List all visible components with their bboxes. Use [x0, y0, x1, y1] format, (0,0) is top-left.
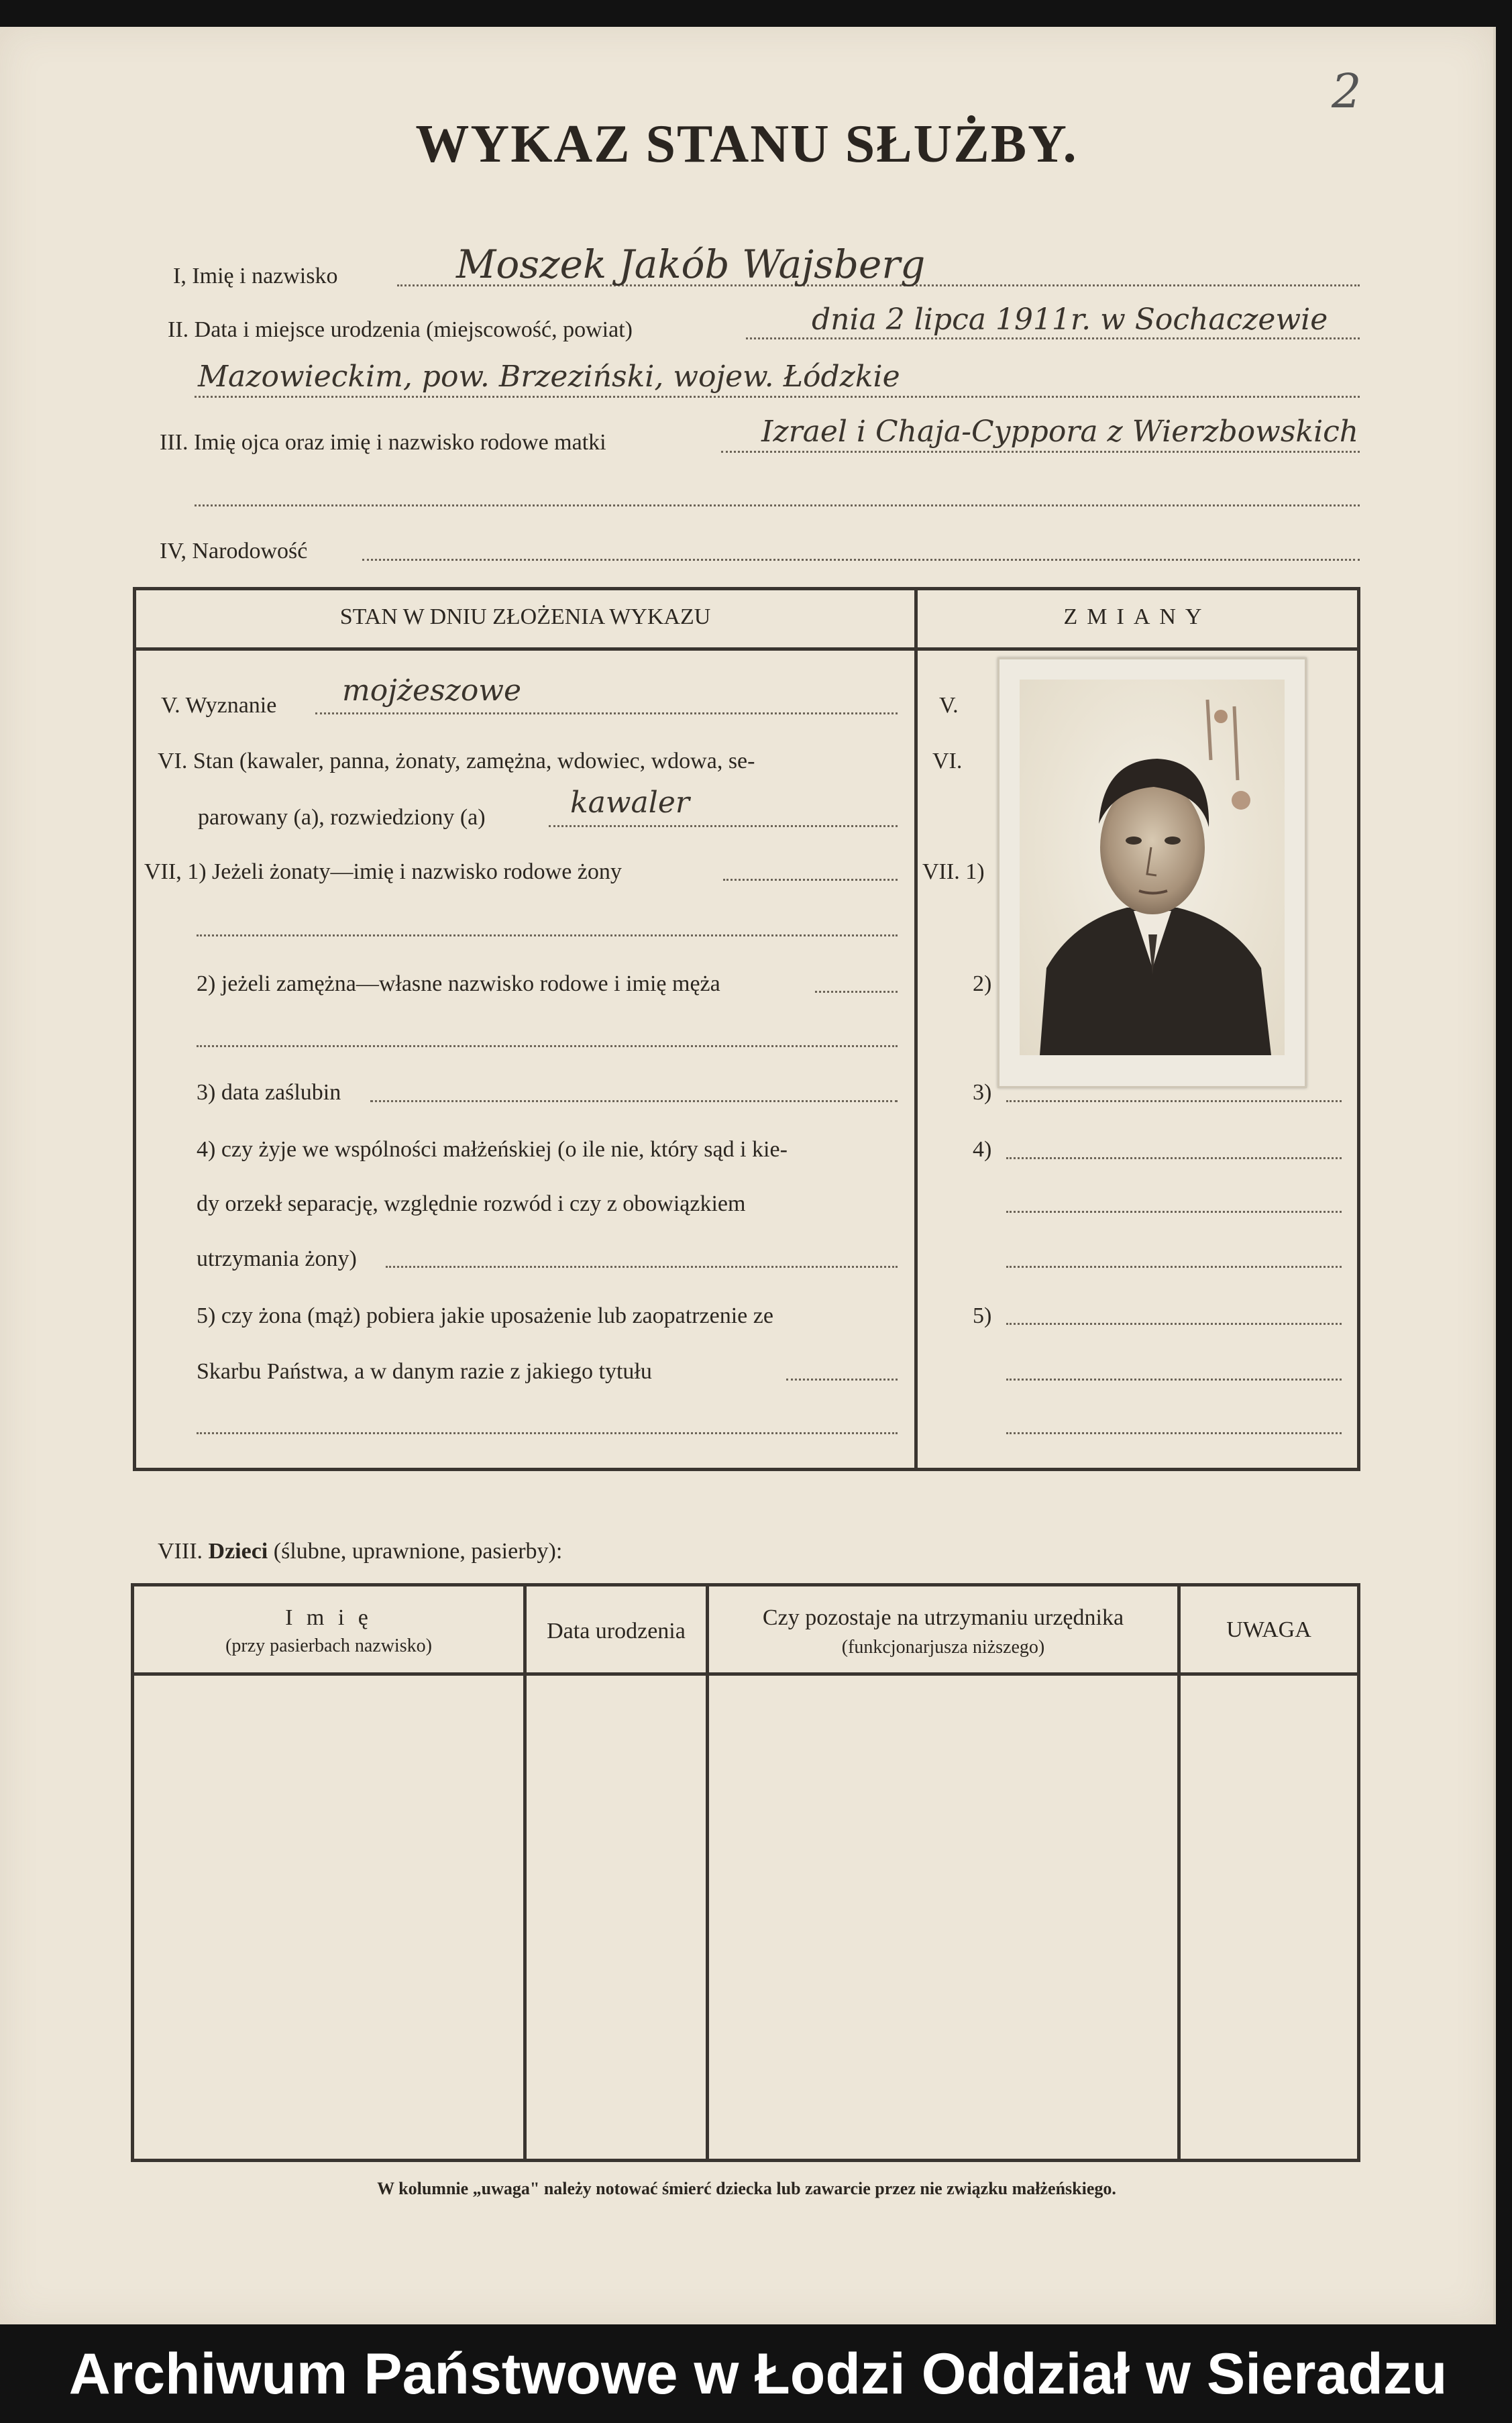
col-support-subtitle: (funkcjonarjusza niższego): [841, 1637, 1045, 1658]
cohabitation-label-1: 4) czy żyje we wspólności małżeńskiej (o ile nie, który sąd i kie-: [197, 1137, 788, 1162]
children-label-bold: Dzieci: [208, 1539, 268, 1564]
birth-line: [746, 337, 1360, 339]
right-header: ZMIANY: [1063, 604, 1211, 629]
changes-VI: VI.: [932, 749, 963, 773]
col-remarks-title: UWAGA: [1226, 1617, 1311, 1642]
portrait-image: [1020, 680, 1285, 1055]
pension-label-2: Skarbu Państwa, a w danym razie z jakiego tytułu: [197, 1359, 652, 1384]
wedding-date-label: 3) data zaślubin: [197, 1080, 341, 1105]
remarks-note: W kolumnie „uwaga" należy notować śmierć dziecka lub zawarcie przez nie związku małżeńskiego.: [377, 2179, 1116, 2198]
changes-5: 5): [973, 1303, 992, 1328]
left-header: STAN W DNIU ZŁOŻENIA WYKAZU: [339, 604, 711, 629]
changes-2: 2): [973, 971, 992, 996]
children-label: [158, 1540, 562, 1563]
children-col-divider-3: [1177, 1583, 1181, 2162]
changes-line-4a: [1006, 1157, 1342, 1159]
changes-4: 4): [973, 1137, 992, 1162]
wife-line: [723, 879, 898, 881]
birth-line2: [195, 396, 1360, 398]
archive-footer-text: Archiwum Państwowe w Łodzi Oddział w Sieradzu: [68, 2342, 1448, 2406]
wife-label: VII, 1) Jeżeli żonaty—imię i nazwisko rodowe żony: [144, 859, 622, 884]
birth-value-line2: Mazowieckim, pow. Brzeziński, wojew. Łódzkie: [198, 360, 900, 394]
parents-value: Izrael i Chaja-Cyppora z Wierzbowskich: [761, 415, 1359, 449]
changes-line-5b: [1006, 1379, 1342, 1381]
cohabitation-line: [386, 1266, 898, 1268]
wife-line2: [197, 934, 898, 936]
col-birthdate-title: Data urodzenia: [547, 1619, 686, 1644]
changes-line-4c: [1006, 1266, 1342, 1268]
birth-label: II. Data i miejsce urodzenia (miejscowość, powiat): [168, 317, 633, 342]
changes-line-5a: [1006, 1323, 1342, 1325]
pension-line: [786, 1379, 898, 1381]
husband-line: [815, 991, 898, 993]
col-name-subtitle: (przy pasierbach nazwisko): [225, 1635, 432, 1656]
portrait-photo: [997, 657, 1307, 1088]
marital-status-line: [549, 825, 898, 827]
marital-status-value: kawaler: [570, 786, 690, 820]
children-label-rest: (ślubne, uprawnione, pasierby):: [273, 1539, 563, 1564]
changes-line-4b: [1006, 1211, 1342, 1213]
parents-line: [721, 451, 1360, 453]
cohabitation-label-2: dy orzekł separację, względnie rozwód i czy z obowiązkiem: [197, 1191, 746, 1216]
portrait-figure: [1020, 680, 1285, 1055]
nationality-label: IV, Narodowość: [160, 539, 308, 563]
religion-label: V. Wyznanie: [161, 693, 277, 718]
changes-VII1: VII. 1): [922, 859, 985, 884]
birth-value-line1: dnia 2 lipca 1911r. w Sochaczewie: [812, 303, 1328, 337]
page-number: 2: [1332, 64, 1362, 119]
children-table-header-line: [131, 1672, 1360, 1676]
religion-line: [315, 712, 898, 714]
changes-line-3: [1006, 1100, 1342, 1102]
col-name-title: I m i ę: [285, 1605, 372, 1630]
pension-line2: [197, 1432, 898, 1434]
form-title: WYKAZ STANU SŁUŻBY.: [415, 115, 1078, 174]
marital-status-label-2: parowany (a), rozwiedziony (a): [198, 805, 486, 830]
status-table-divider: [914, 587, 918, 1471]
husband-line2: [197, 1045, 898, 1047]
changes-V: V.: [939, 693, 959, 718]
status-table-header-line: [133, 647, 1360, 651]
husband-label: 2) jeżeli zamężna—własne nazwisko rodowe i imię męża: [197, 971, 720, 996]
parents-line2: [195, 504, 1360, 506]
parents-label: III. Imię ojca oraz imię i nazwisko rodowe matki: [160, 430, 606, 455]
col-support-title: Czy pozostaje na utrzymaniu urzędnika: [762, 1605, 1124, 1630]
marital-status-label-1: VI. Stan (kawaler, panna, żonaty, zamężna, wdowiec, wdowa, se-: [158, 749, 755, 773]
cohabitation-label-3: utrzymania żony): [197, 1246, 357, 1271]
pension-label-1: 5) czy żona (mąż) pobiera jakie uposażenie lub zaopatrzenie ze: [197, 1303, 773, 1328]
children-label-prefix: VIII.: [158, 1539, 203, 1564]
nationality-line: [362, 559, 1360, 561]
religion-value: mojżeszowe: [342, 674, 522, 708]
children-col-divider-2: [706, 1583, 709, 2162]
name-label: I, Imię i nazwisko: [173, 264, 338, 288]
changes-3: 3): [973, 1080, 992, 1105]
name-value: Moszek Jakób Wajsberg: [456, 241, 926, 287]
children-col-divider-1: [523, 1583, 527, 2162]
wedding-date-line: [370, 1100, 898, 1102]
children-table: [131, 1583, 1360, 2162]
changes-line-5c: [1006, 1432, 1342, 1434]
